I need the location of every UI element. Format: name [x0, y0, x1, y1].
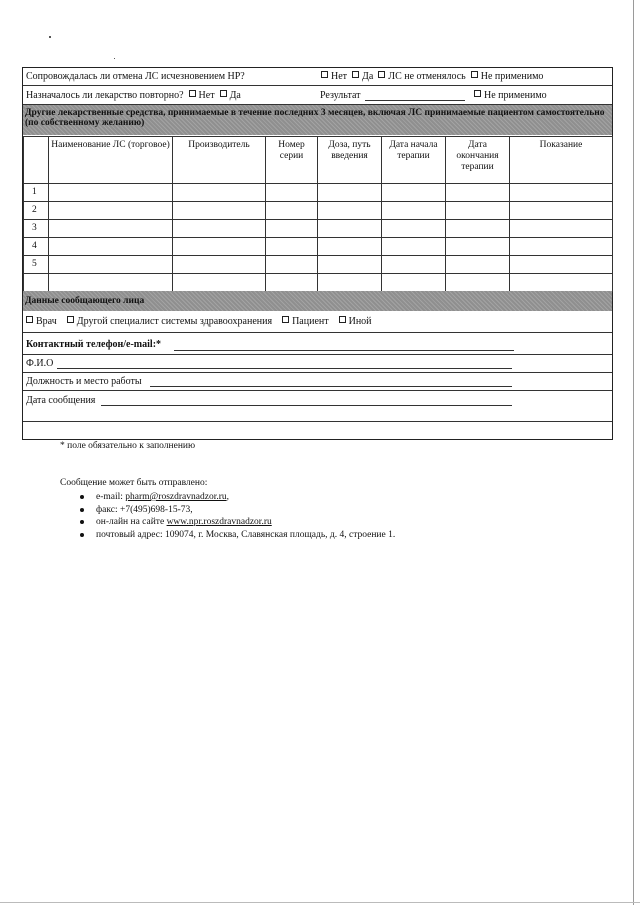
col-number: [24, 137, 49, 184]
col-dose: Доза, путь введения: [318, 137, 382, 184]
bullet-icon: [80, 508, 84, 512]
fax-text: факс: +7(495)698-15-73,: [96, 504, 193, 515]
divider: [23, 85, 612, 86]
result-field[interactable]: [365, 100, 465, 101]
checkbox-yes[interactable]: [352, 71, 359, 78]
contact-field[interactable]: [174, 350, 514, 351]
scan-bottom-edge: [0, 902, 640, 903]
other-drugs-header: [23, 105, 612, 135]
col-batch: Номер серии: [266, 137, 318, 184]
reporter-options: Врач Другой специалист системы здравоохранения Пациент Иной: [26, 316, 372, 327]
checkbox-yes[interactable]: [220, 90, 227, 97]
divider: [23, 421, 612, 422]
col-start-date: Дата начала терапии: [382, 137, 446, 184]
table-header-row: [24, 137, 613, 184]
checkbox-not-applicable[interactable]: [471, 71, 478, 78]
table-row: [24, 274, 613, 292]
bullet-icon: [80, 495, 84, 499]
checkbox-no[interactable]: [321, 71, 328, 78]
checkbox-not-applicable[interactable]: [474, 90, 481, 97]
bullet-icon: [80, 520, 84, 524]
send-title: Сообщение может быть отправлено:: [60, 478, 208, 488]
email-link[interactable]: pharm@roszdravnadzor.ru: [125, 492, 227, 502]
fio-label: Ф.И.О: [26, 358, 54, 369]
reporter-header: [23, 291, 612, 311]
table-row: 1: [24, 184, 613, 202]
col-manufacturer: Производитель: [173, 137, 266, 184]
withdrawal-options: Нет Да ЛС не отменялось Не применимо: [321, 71, 543, 82]
checkbox-not-withdrawn[interactable]: [378, 71, 385, 78]
position-field[interactable]: [150, 386, 512, 387]
divider: [23, 390, 612, 391]
website-link[interactable]: www.npr.roszdravnadzor.ru: [166, 517, 272, 527]
withdrawal-question: Сопровождалась ли отмена ЛС исчезновением НР?: [26, 71, 245, 82]
postal-address: почтовый адрес: 109074, г. Москва, Славянская площадь, д. 4, строение 1.: [96, 529, 396, 540]
checkbox-other-specialist[interactable]: [67, 316, 74, 323]
reporter-header-text: Данные сообщающего лица: [25, 296, 145, 306]
table-row: 5: [24, 256, 613, 274]
result-not-applicable: Не применимо: [474, 90, 547, 101]
col-end-date: Дата окончания терапии: [446, 137, 510, 184]
contacts-list: [80, 491, 395, 541]
checkbox-doctor[interactable]: [26, 316, 33, 323]
bullet-icon: [80, 533, 84, 537]
divider: [23, 354, 612, 355]
fio-field[interactable]: [57, 368, 512, 369]
list-item: он-лайн на сайте www.npr.roszdravnadzor.ru: [80, 516, 395, 529]
required-footnote: * поле обязательно к заполнению: [60, 441, 196, 451]
checkbox-no[interactable]: [189, 90, 196, 97]
list-item: [80, 529, 395, 542]
checkbox-patient[interactable]: [282, 316, 289, 323]
other-drugs-header-text: Другие лекарственные средства, принимаемые в течение последних 3 месяцев, включая ЛС принимаемые пациентом самостоятельно (по собственному желанию): [25, 108, 605, 128]
list-item: e-mail: pharm@roszdravnadzor.ru,: [80, 491, 395, 504]
date-field[interactable]: [101, 405, 512, 406]
divider: [23, 332, 612, 333]
table-row: 4: [24, 238, 613, 256]
scan-speck: [114, 58, 115, 59]
table-row: 3: [24, 220, 613, 238]
medications-table: [23, 136, 613, 292]
position-label: Должность и место работы: [26, 376, 142, 387]
scan-right-edge: [633, 0, 634, 905]
col-drug-name: Наименование ЛС (торговое): [49, 137, 173, 184]
checkbox-other[interactable]: [339, 316, 346, 323]
report-form: [22, 67, 613, 440]
date-label: Дата сообщения: [26, 395, 96, 406]
divider: [23, 372, 612, 373]
col-indication: Показание: [510, 137, 613, 184]
result-label: Результат: [320, 90, 361, 101]
scan-speck: [49, 36, 51, 38]
list-item: [80, 504, 395, 517]
table-row: 2: [24, 202, 613, 220]
contact-label: Контактный телефон/e-mail:*: [26, 339, 162, 350]
readministration-row: Назначалось ли лекарство повторно? Нет Да: [26, 90, 241, 101]
